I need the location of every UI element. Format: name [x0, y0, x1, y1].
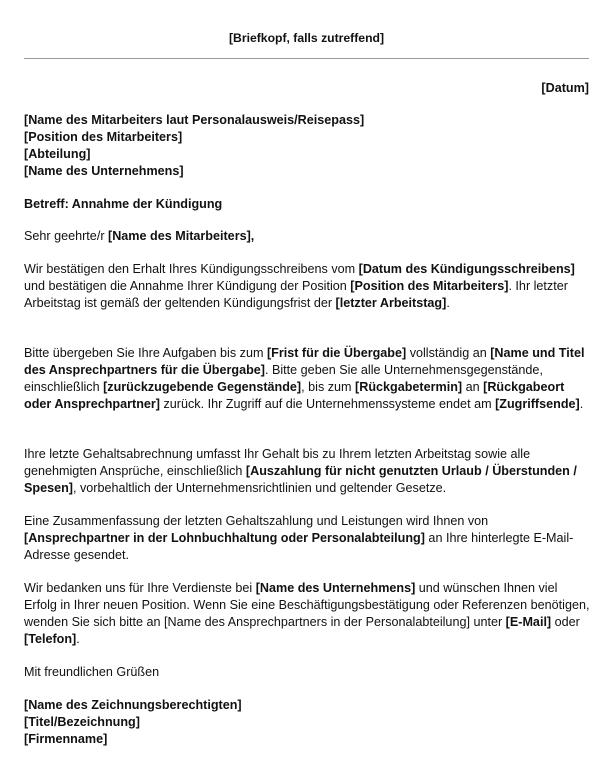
subject-line — [24, 196, 590, 213]
text-run: und wünschen Ihnen viel Erfolg in Ihrer neuen Position. Wenn Sie eine Beschäftigungsbestätigung oder Referenzen benötigen, wenden Sie sich bitte an [Name des Ansprechpartners in der Personalabteilung] unter — [24, 581, 590, 629]
text-run: vollständig an — [406, 346, 491, 360]
placeholder-access-end: [Zugriffsende] — [495, 397, 580, 411]
text-run: . — [446, 296, 450, 310]
placeholder-phone: [Telefon] — [24, 632, 77, 646]
text-run: . — [579, 397, 584, 411]
signatory-title: [Titel/Bezeichnung] — [24, 715, 140, 729]
paragraph-confirmation — [24, 261, 590, 312]
text-run: an — [462, 380, 484, 394]
paragraph-thanks-text — [24, 580, 590, 648]
paragraph-confirmation-text — [24, 261, 590, 312]
paragraph-summary-text — [24, 513, 590, 564]
closing — [24, 664, 590, 681]
header-divider — [24, 58, 589, 59]
placeholder-company-name: [Name des Unternehmens] — [255, 581, 416, 595]
text-run: Wir bedanken uns für Ihre Verdienste bei — [24, 581, 256, 595]
subject-text: Betreff: Annahme der Kündigung — [24, 197, 223, 211]
recipient-position: [Position des Mitarbeiters] — [24, 130, 183, 144]
paragraph-summary — [24, 513, 590, 564]
salutation-prefix: Sehr geehrte/r — [24, 229, 109, 243]
text-run: Bitte übergeben Sie Ihre Aufgaben bis zum — [24, 346, 267, 360]
letterhead: [Briefkopf, falls zutreffend] — [228, 31, 385, 45]
text-run: , vorbehaltlich der Unternehmensrichtlinien und geltender Gesetze. — [73, 481, 447, 495]
text-run: Ihre letzte Gehaltsabrechnung umfasst Ihr Gehalt bis zu Ihrem letzten Arbeitstag sowie alle genehmigten Ansprüche, einschließlich — [24, 447, 531, 478]
letter-date: [Datum] — [541, 81, 589, 95]
text-run: . Ihr letzter Arbeitstag ist gemäß der geltenden Kündigungsfrist der — [24, 279, 568, 310]
text-run: an Ihre hinterlegte E-Mail-Adresse gesendet. — [24, 531, 574, 562]
salutation-name: [Name des Mitarbeiters], — [108, 229, 255, 243]
placeholder-handover-deadline: [Frist für die Übergabe] — [266, 346, 407, 360]
paragraph-handover-text — [24, 345, 590, 413]
placeholder-payroll-contact: [Ansprechpartner in der Lohnbuchhaltung oder Personalabteilung] — [24, 531, 425, 545]
placeholder-handover-contact: [Name und Titel des Ansprechpartners für die Übergabe] — [24, 346, 585, 377]
paragraph-payroll-text — [24, 446, 590, 497]
text-run: oder — [551, 615, 580, 629]
salutation — [24, 228, 590, 245]
placeholder-return-items: [zurückzugebende Gegenstände] — [103, 380, 302, 394]
paragraph-thanks — [24, 580, 590, 648]
text-run: und bestätigen die Annahme Ihrer Kündigung der Position — [24, 279, 351, 293]
text-run: . Bitte geben Sie alle Unternehmensgegenstände, einschließlich — [24, 363, 543, 394]
recipient-company: [Name des Unternehmens] — [24, 164, 184, 178]
recipient-name: [Name des Mitarbeiters laut Personalausweis/Reisepass] — [24, 113, 365, 127]
placeholder-resignation-date: [Datum des Kündigungsschreibens] — [358, 262, 575, 276]
text-run: Wir bestätigen den Erhalt Ihres Kündigungsschreibens vom — [24, 262, 359, 276]
signature-block — [24, 697, 590, 748]
paragraph-payroll — [24, 446, 590, 497]
recipient-department: [Abteilung] — [24, 147, 91, 161]
text-run: Eine Zusammenfassung der letzten Gehaltszahlung und Leistungen wird Ihnen von — [24, 514, 489, 528]
text-run: , bis zum — [301, 380, 356, 394]
recipient-address — [24, 112, 590, 180]
placeholder-position: [Position des Mitarbeiters] — [350, 279, 509, 293]
placeholder-email: [E-Mail] — [505, 615, 552, 629]
closing-text: Mit freundlichen Grüßen — [24, 665, 160, 679]
company-name: [Firmenname] — [24, 732, 108, 746]
text-run: . — [76, 632, 80, 646]
placeholder-last-workday: [letzter Arbeitstag] — [335, 296, 447, 310]
placeholder-return-date: [Rückgabetermin] — [355, 380, 463, 394]
paragraph-handover — [24, 345, 590, 413]
signatory-name: [Name des Zeichnungsberechtigten] — [24, 698, 242, 712]
text-run: zurück. Ihr Zugriff auf die Unternehmenssysteme endet am — [160, 397, 496, 411]
placeholder-payout: [Auszahlung für nicht genutzten Urlaub / Überstunden / Spesen] — [24, 464, 577, 495]
placeholder-return-location: [Rückgabeort oder Ansprechpartner] — [24, 380, 565, 411]
